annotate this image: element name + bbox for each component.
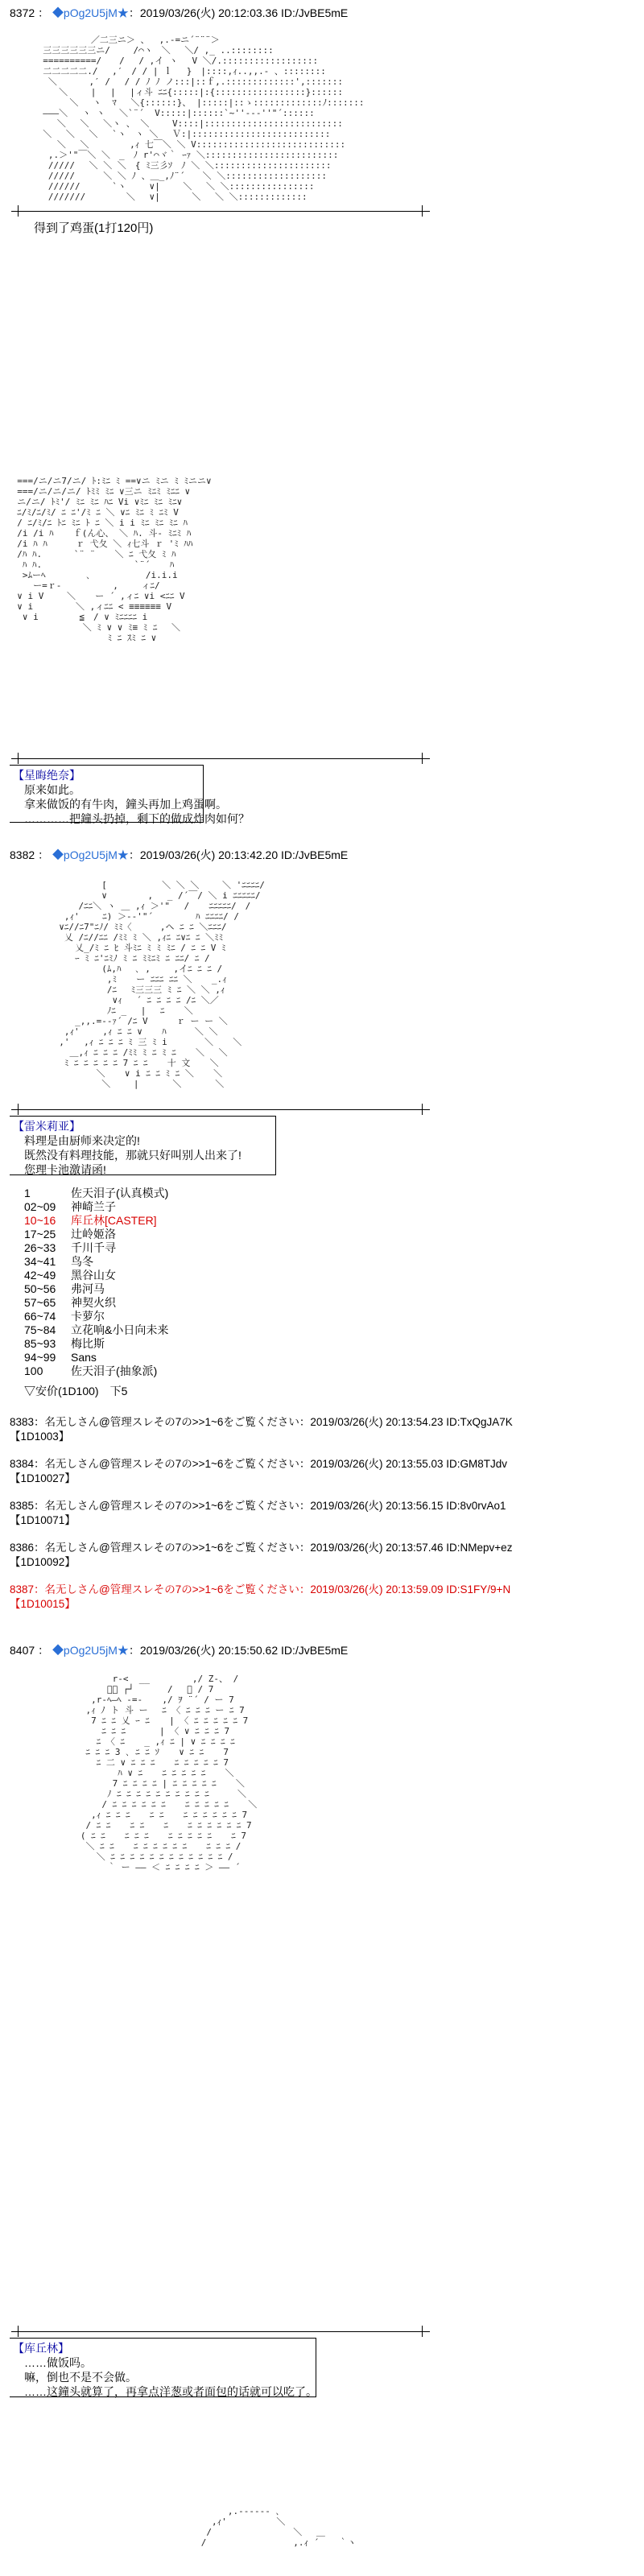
list-item: 26~33 千川千寻 — [24, 1241, 116, 1254]
divider — [11, 758, 430, 759]
list-item: 50~56 弗河马 — [24, 1282, 105, 1295]
speech-block — [13, 1119, 242, 1177]
speech-line: 拿来做饭的有牛肉，鐘头再加上鸡蛋啊。 — [24, 798, 227, 811]
ascii-art-fragment: ,.--‐‐‐‐ ､ ,ｨ' ＼ / ＼ ＿ / ,.ｨ ´ ｀ヽ — [200, 2506, 357, 2548]
post-caption: 得到了鸡蛋(1打120円) — [34, 221, 154, 235]
speech-line: …………把鐘头扔掉，剩下的做成炸肉如何？ — [24, 812, 250, 825]
reply-post — [10, 1541, 512, 1570]
reply-line: 8383：名无しさん@管理スレその7の>>1~6をご覧ください：2019/03/26(火) 20:13:54.23 ID:TxQgJA7K — [10, 1416, 513, 1428]
dice-roll: 【1D10027】 — [10, 1472, 76, 1484]
dice-roll: 【1D10071】 — [10, 1514, 76, 1526]
speaker-name: 【雷米莉亚】 — [13, 1120, 80, 1133]
star-icon: ★ — [117, 1644, 129, 1657]
speech-line: 您理卡池激请函! — [24, 1163, 106, 1176]
speaker-name: 【库丘林】 — [13, 2342, 69, 2355]
post-number: 8372 — [10, 6, 35, 19]
speech-line: ……做饭吗。 — [24, 2356, 92, 2369]
divider — [11, 1109, 430, 1110]
dice-roll: 【1D10015】 — [10, 1598, 76, 1610]
speech-line: 料理是由厨师来决定的! — [24, 1134, 140, 1147]
post-meta: ：2019/03/26(火) 20:12:03.36 ID:/JvBE5mE — [128, 6, 349, 19]
divider — [11, 211, 430, 212]
divider — [11, 2331, 430, 2332]
divider-tick — [422, 205, 423, 217]
tripcode-link[interactable]: ◆pOg2U5jM — [52, 848, 118, 861]
reply-line: 8386：名无しさん@管理スレその7の>>1~6をご覧ください：2019/03/26(火) 20:13:57.46 ID:NMepv+ez — [10, 1542, 513, 1554]
post-header: 8382 ： ◆pOg2U5jM★：2019/03/26(火) 20:13:42.20 ID:/JvBE5mE — [10, 848, 349, 861]
speech-line: ……这鐘头就算了，再拿点洋葱或者面包的话就可以吃了。 — [24, 2385, 317, 2398]
ascii-art: [ ＼ ＼ ＼ ＼ 'ﾆﾆﾆﾆ/ ∨ , _ /´￣/ ＼ i ﾆﾆﾆﾆﾆ/ /ﾆﾆ＼ ヽ ＿ ,ｨ ＞'" / ﾆﾆﾆﾆﾆ/ / ,ｨ' ﾆ) ＞-‐'"´ ﾊ ﾆﾆﾆﾆ/ / ∨ﾆ//ﾆ7"ﾆﾉ/ ﾐﾐ〈 ,ヘ ﾆ ﾆ ＼ﾆﾆﾆ/ 乂 /ﾆ//ﾆﾆ /ﾐﾐ ﾐ ＼ ,ｨﾆ ﾆ∨ﾆ ﾆ ＼ﾐﾐ 乂_/ﾐ ﾆ ﾋ 斗ﾐﾆ ﾐ ﾐ ﾐﾆ / ﾆ ﾆ V ﾐ ｰ ﾐ ﾆ'ﾆﾐﾉ ﾐ ﾆ ﾐﾐﾆﾐ ﾆ ﾆﾆ/ ﾆ / (ﾑ,ﾊ ､ , ,イﾆ ﾆ ﾆ / ,ﾐ ー ﾆﾆﾆ ﾆﾆ ＼ _.ｨ /ﾆ ﾐ三三三 ﾐ ﾆ ＼ ＼ ,ｨ ∨ｨ ´ ﾆ ﾆ ﾆ ﾆ /ﾆ ＼／ ﾉﾆ _ | ﾆ ＼ _,,.=‐‐ｧ´ /ﾆ V ｒ ー ー ＼ ,ｨ' ,ｨ ﾆ ﾆ ∨ ﾊ ＼ ＼ ,' ,ｨ ﾆ ﾆ ﾆ ﾐ 三 ﾐ i ＼ ＼ ＿,ｨ ﾆ ﾆ ﾆ /ﾐﾐ ﾐ ﾆ ﾐ ﾆ ＼ ＼ ﾐ ﾆ ﾆ ﾆ ﾆ ﾆ 7 ﾆ ﾆ 十 文 ＼ ＼ ∨ i ﾆ ﾆ ﾐ ﾆ ＼ ＼ ＼ | ＼ ＼ — [59, 880, 265, 1089]
speech-line: 嘛，倒也不是不会做。 — [24, 2371, 137, 2384]
gacha-footer: ▽安价(1D100) 下5 — [24, 1385, 128, 1397]
post-number: 8407 — [10, 1644, 35, 1657]
tripcode-link[interactable]: ◆pOg2U5jM — [52, 1644, 118, 1657]
post-meta: ：2019/03/26(火) 20:13:42.20 ID:/JvBE5mE — [128, 848, 349, 861]
divider-tick — [422, 2326, 423, 2337]
reply-post — [10, 1457, 507, 1486]
divider-tick — [18, 753, 19, 764]
divider-tick — [422, 1104, 423, 1115]
list-item: 42~49 黑谷山女 — [24, 1269, 116, 1282]
reply-line: 8387：名无しさん@管理スレその7の>>1~6をご覧ください：2019/03/26(火) 20:13:59.09 ID:S1FY/9+N — [10, 1583, 511, 1596]
list-item: 17~25 辻岭姬洛 — [24, 1228, 116, 1241]
post-number: 8382 — [10, 848, 35, 861]
tripcode-link[interactable]: ◆pOg2U5jM — [52, 6, 118, 19]
reply-line: 8385：名无しさん@管理スレその7の>>1~6をご覧ください：2019/03/26(火) 20:13:56.15 ID:8v0rvAo1 — [10, 1500, 506, 1512]
post-meta: ：2019/03/26(火) 20:15:50.62 ID:/JvBE5mE — [128, 1644, 349, 1657]
list-item: 66~74 卡萝尔 — [24, 1310, 105, 1323]
divider-tick — [422, 753, 423, 764]
list-item: 75~84 立花响&小日向未来 — [24, 1323, 169, 1336]
speech-block — [13, 768, 250, 826]
reply-post — [10, 1415, 513, 1444]
speech-block — [13, 2341, 317, 2399]
ascii-art: ===/ニ/ニ7/ニ/ ﾄ:ﾐﾆ ﾐ ==∨ニ ﾐニ ﾐ ﾐニニ∨ ===/ニ/ニ/ニ/ ﾄﾐﾐ ﾐﾆ ∨三ニ ﾐﾆﾐ ﾐﾆﾆ ∨ ニ/ニ/ ﾄﾐ'/ ﾐﾆ ﾐﾆ ﾊﾆ Vi ∨ﾐﾆ ﾐﾆ ﾐﾆ∨ ﾆ/ﾐ/ﾆ/ﾐ/ ﾆ ﾆ'/ﾐ ﾆ ＼ ∨ﾆ ﾐﾆ ﾐ ﾆﾐ V / ﾆ/ﾐ/ﾆ ﾄﾆ ﾐﾆ ﾄ ﾆ ＼ i i ﾐﾆ ﾐﾆ ﾐﾆ ﾊ /i /i ﾊ ｆ(ん心、 ＼ ﾊ. 斗‐ ﾐﾆﾐ ﾊ /i ﾊ ﾊ ｒ 弋夂 ＼ ｨ七斗 ｒ 'ﾐ ﾊﾊ /ﾊ ﾊ. `¨ ¨ ＼ ﾆ 弋夂 ﾐ ﾊ ﾊ ﾊ. `¨´ ﾊ >ﾑーﾍ ､ /i.i.i ー=ｒ- , ィﾆ/ ∨ i V ＼ ー ´ ,ィﾆ ∨i <ﾆﾆ V ∨ i ＼ ,ィﾆﾆ < ≡≡≡≡≡≡ V ∨ i ≦ / ∨ ﾐﾆﾆﾆﾆ i ＼ ﾐ ∨ ∨ ﾐ≡ ﾐ ﾆ ＼ ﾐ ﾆ ｽﾐ ﾆ ∨ — [17, 476, 212, 643]
ascii-art: r-< __ ,/ Z-、 / ﾞ〕 ┌┘ / ＼ / 7 ,r‐ﾍ―ﾍ -=- ,/ ｦ ¨´ / ー 7 ,ｨ ﾉ ト 斗 ー ﾆ 〈 ﾆ ﾆ ﾆ ー ﾆ 7 7 ﾆ ﾆ 乂 ｰ ﾆ | 〈 ﾆ ﾆ ﾆ ﾆ ﾆ 7 ﾆ ﾆ ﾆ | 〈 ∨ ﾆ ﾆ ﾆ 7 ﾆ 〈 ﾆ _ ,ｨ ﾆ | ∨ ﾆ ﾆ ﾆ ﾆ ﾆ ﾆ ﾆ 3 ､ ﾆ ﾆ ｿ ∨ ﾆ ﾆ 7 ﾆ 二 ∨ ﾆ ﾆ ﾆ ﾆ ﾆ ﾆ ﾆ ﾆ 7 ﾊ ∨ ﾆ ﾆ ﾆ ﾆ ﾆ ﾆ ＼ 7 ﾆ ﾆ ﾆ ﾆ | ﾆ ﾆ ﾆ ﾆ ﾆ ＼ ﾉ ﾆ ﾆ ﾆ ﾆ ﾆ ﾆ ﾆ ﾆ ﾆ ﾆ ＼ / ﾆ ﾆ ﾆ ﾆ ﾆ ﾆ ﾆ ﾆ ﾆ ﾆ ﾆ ＼ ,ｨ ﾆ ﾆ ﾆ ﾆ ﾆ ﾆ ﾆ ﾆ ﾆ ﾆ ﾆ 7 / ﾆ ﾆ ﾆ ﾆ ﾆ ﾆ ﾆ ﾆ ﾆ ﾆ ﾆ 7 ( ﾆ ﾆ ﾆ ﾆ ﾆ ﾆ ﾆ ﾆ ﾆ ﾆ ﾆ 7 ＼ ﾆ ﾆ ﾆ ﾆ ﾆ ﾆ ﾆ ﾆ ﾆ ﾆ ﾆ / ＼ ﾆ ﾆ ﾆ ﾆ ﾆ ﾆ ﾆ ﾆ ﾆ ﾆ ﾆ ﾆ / ｀ ー ―― ＜ ﾆ ﾆ ﾆ ﾆ ＞ ―― ´ — [80, 1674, 258, 1872]
speech-line: 原来如此。 — [24, 783, 80, 796]
divider-tick — [18, 2326, 19, 2337]
reply-line: 8384：名无しさん@管理スレその7の>>1~6をご覧ください：2019/03/26(火) 20:13:55.03 ID:GM8TJdv — [10, 1458, 508, 1470]
gacha-list — [24, 1187, 168, 1398]
list-item: 57~65 神契火织 — [24, 1296, 116, 1309]
post-header: 8372 ： ◆pOg2U5jM★：2019/03/26(火) 20:12:03.36 ID:/JvBE5mE — [10, 6, 349, 19]
dice-roll: 【1D10092】 — [10, 1556, 76, 1568]
list-item: 100 佐天泪子(抽象派) — [24, 1364, 158, 1377]
list-item-highlighted: 10~16 库丘林[CASTER] — [24, 1214, 157, 1227]
speech-line: 既然没有料理技能，那就只好叫别人出来了! — [24, 1149, 242, 1162]
speaker-name: 【星晦绝奈】 — [13, 769, 80, 782]
list-item: 85~93 梅比斯 — [24, 1337, 105, 1350]
list-item: 94~99 Sans — [24, 1351, 97, 1364]
reply-post — [10, 1499, 506, 1528]
list-item: 1 佐天泪子(认真模式) — [24, 1187, 169, 1199]
list-item: 34~41 鸟冬 — [24, 1255, 93, 1268]
reply-post-highlighted — [10, 1583, 510, 1612]
star-icon: ★ — [117, 848, 129, 861]
post-header: 8407 ： ◆pOg2U5jM★：2019/03/26(火) 20:15:50.62 ID:/JvBE5mE — [10, 1644, 349, 1657]
divider-tick — [18, 1104, 19, 1115]
ascii-art: ／二三ニ＞ 、 ,.-=ニ´¨¨¨＞ 三三三三三三ニ/ /⌒ヽ ＼ ＼/ ,_ ..:::::::: ==========/ / / ,イ ヽ V ＼/.:::::::::::::::::: 二二二二二./ ,′ / / | ｌ } |::::,ｨ..,,.- 、:::::::: ＼ ,′ / / / ﾉ ﾉ ノ:::|::ｆ,.:::::::::::::',::::::: ＼ | | |ィ斗 ﾆﾆ{:::::|:{:::::::::::::::::}:::::: ＼ ヽ ﾏ ＼{::::::}、 |:::::|::ゝ:::::::::::::ﾉ::::::: ―――＼ ヽ ヽ ＼`¨´ V:::::|::::::`~''‐-‐''"´:::::: ＼ ＼ ＼ヽ 、 ＼ V::::|:::::::::::::::::::::::::: ＼ ＼ ＼ `ヽ ヽ ＼ Ｖ:|:::::::::::::::::::::::::: ＼ ＼ ,ｨ 七￣＼ ＼ V:::::::::::::::::::::::::::: ,.＞'"￣＼ ＼ _ ﾉ r'⌒ヾ｀ ｰｧ ＼::::::::::::::::::::::::: ///// ＼ ＼ ＼ { ﾐ三彡ｿ ﾉ ＼ ＼:::::::::::::::::::::: ///// ＼ ＼ ﾉ 、＿_,ﾉ¨´ ＼ ＼::::::::::::::::::: ////// `ヽ ∨| ＼ ＼ ＼:::::::::::::::: /////// ＼ ∨| ＼ ＼ ＼::::::::::::: — [43, 35, 365, 202]
star-icon: ★ — [117, 6, 129, 19]
dice-roll: 【1D1003】 — [10, 1430, 70, 1443]
divider-tick — [18, 205, 19, 217]
list-item: 02~09 神崎兰子 — [24, 1200, 116, 1213]
